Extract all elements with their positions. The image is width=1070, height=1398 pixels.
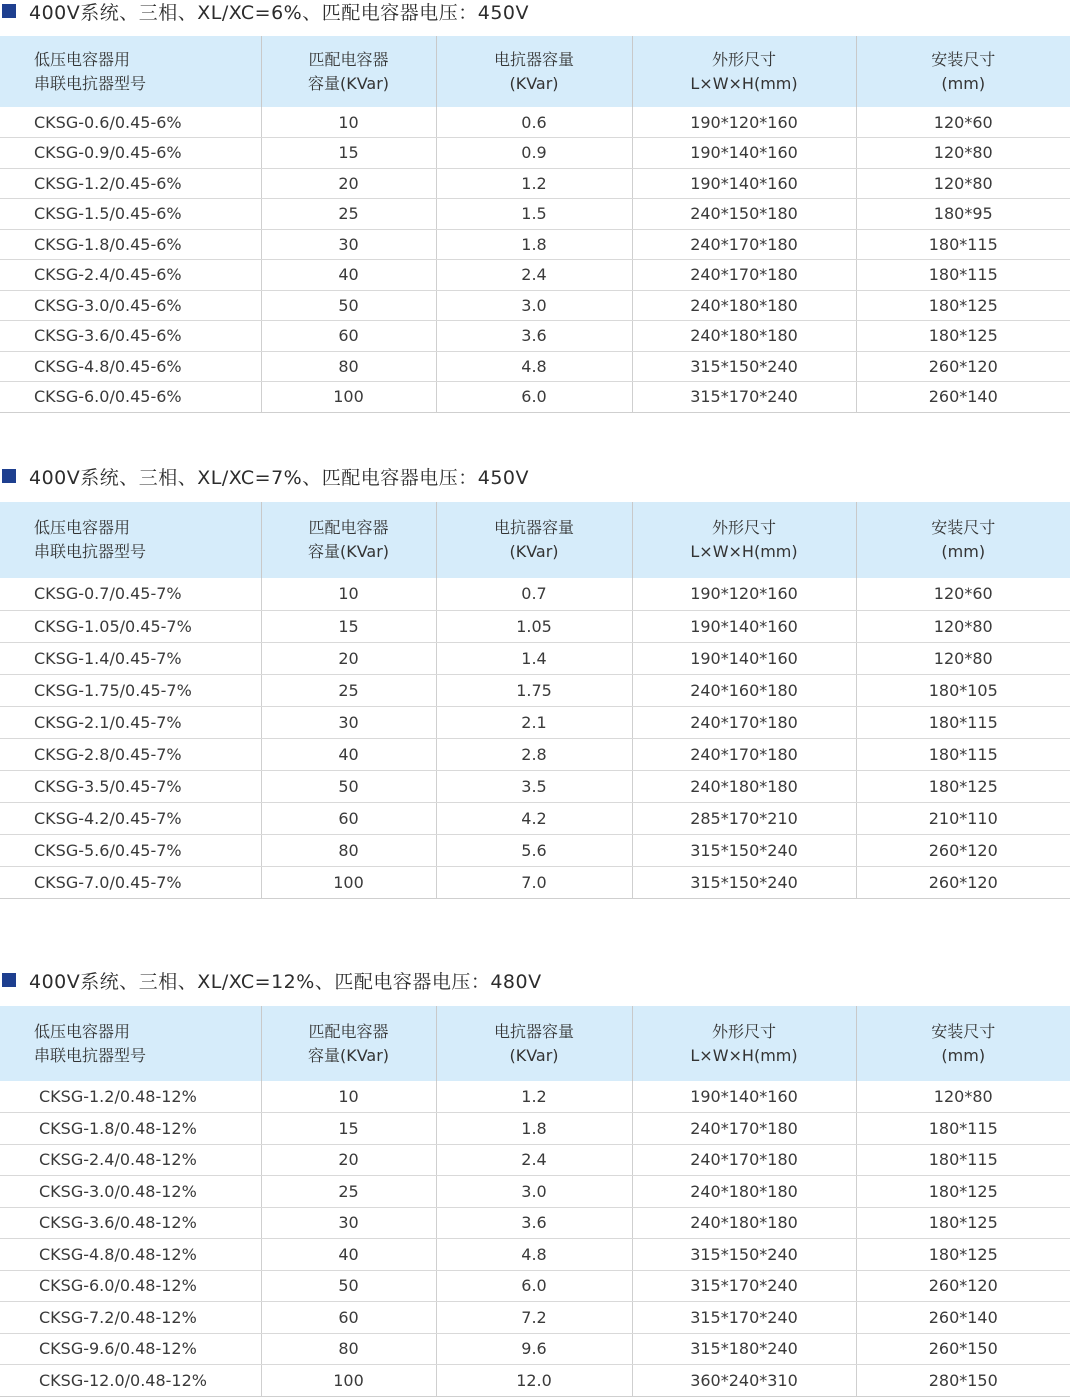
cell-dimensions: 240*170*180	[632, 229, 856, 260]
cell-model: CKSG-1.05/0.45-7%	[0, 610, 261, 642]
cell-mount-size: 180*125	[856, 1176, 1070, 1208]
cell-model: CKSG-7.2/0.48-12%	[0, 1302, 261, 1334]
table-row	[0, 642, 1070, 674]
cell-model: CKSG-2.8/0.45-7%	[0, 738, 261, 770]
cell-model: CKSG-2.4/0.45-6%	[0, 260, 261, 291]
cell-dimensions: 240*180*180	[632, 1207, 856, 1239]
cell-reactor-kvar: 4.2	[436, 802, 632, 834]
cell-capacitor-kvar: 100	[261, 1365, 436, 1397]
table-header-row	[0, 36, 1070, 107]
cell-dimensions: 190*140*160	[632, 1081, 856, 1113]
cell-mount-size: 120*80	[856, 642, 1070, 674]
cell-mount-size: 180*115	[856, 738, 1070, 770]
section-title-bar	[0, 462, 1070, 490]
cell-capacitor-kvar: 80	[261, 351, 436, 382]
cell-capacitor-kvar: 20	[261, 642, 436, 674]
cell-dimensions: 240*170*180	[632, 1144, 856, 1176]
cell-mount-size: 120*60	[856, 578, 1070, 610]
table-row	[0, 382, 1070, 413]
cell-mount-size: 120*60	[856, 107, 1070, 138]
cell-mount-size: 180*125	[856, 290, 1070, 321]
cell-dimensions: 190*120*160	[632, 578, 856, 610]
cell-capacitor-kvar: 40	[261, 738, 436, 770]
header-capacitor: 匹配电容器 容量(KVar)	[261, 36, 436, 107]
cell-capacitor-kvar: 10	[261, 1081, 436, 1113]
cell-dimensions: 240*150*180	[632, 199, 856, 230]
cell-model: CKSG-1.8/0.45-6%	[0, 229, 261, 260]
cell-model: CKSG-1.2/0.45-6%	[0, 168, 261, 199]
section-title: 400V系统、三相、XL/XC=6%、匹配电容器电压：450V	[29, 1, 529, 24]
cell-dimensions: 240*170*180	[632, 706, 856, 738]
header-dims: 外形尺寸 L×W×H(mm)	[632, 1006, 856, 1081]
cell-mount-size: 260*150	[856, 1333, 1070, 1365]
cell-dimensions: 240*180*180	[632, 321, 856, 352]
cell-dimensions: 315*170*240	[632, 1270, 856, 1302]
cell-mount-size: 180*125	[856, 1239, 1070, 1271]
cell-model: CKSG-2.4/0.48-12%	[0, 1144, 261, 1176]
cell-dimensions: 315*150*240	[632, 1239, 856, 1271]
table-row	[0, 1176, 1070, 1208]
bullet-square-icon	[2, 4, 16, 18]
cell-capacitor-kvar: 40	[261, 1239, 436, 1271]
spec-table	[0, 502, 1070, 899]
cell-model: CKSG-7.0/0.45-7%	[0, 866, 261, 898]
cell-model: CKSG-1.75/0.45-7%	[0, 674, 261, 706]
cell-capacitor-kvar: 80	[261, 1333, 436, 1365]
header-capacitor: 匹配电容器 容量(KVar)	[261, 502, 436, 578]
cell-reactor-kvar: 9.6	[436, 1333, 632, 1365]
cell-reactor-kvar: 0.6	[436, 107, 632, 138]
cell-dimensions: 190*140*160	[632, 168, 856, 199]
cell-capacitor-kvar: 30	[261, 706, 436, 738]
cell-reactor-kvar: 2.1	[436, 706, 632, 738]
cell-dimensions: 315*150*240	[632, 834, 856, 866]
cell-reactor-kvar: 12.0	[436, 1365, 632, 1397]
header-mount: 安装尺寸 (mm)	[856, 36, 1070, 107]
cell-capacitor-kvar: 50	[261, 770, 436, 802]
table-row	[0, 107, 1070, 138]
cell-reactor-kvar: 1.75	[436, 674, 632, 706]
cell-mount-size: 180*125	[856, 770, 1070, 802]
cell-model: CKSG-1.8/0.48-12%	[0, 1113, 261, 1145]
table-row	[0, 866, 1070, 898]
cell-dimensions: 190*120*160	[632, 107, 856, 138]
cell-reactor-kvar: 3.0	[436, 290, 632, 321]
cell-model: CKSG-3.0/0.45-6%	[0, 290, 261, 321]
table-row	[0, 1207, 1070, 1239]
cell-model: CKSG-3.6/0.48-12%	[0, 1207, 261, 1239]
cell-reactor-kvar: 5.6	[436, 834, 632, 866]
cell-reactor-kvar: 3.6	[436, 1207, 632, 1239]
cell-reactor-kvar: 2.4	[436, 1144, 632, 1176]
table-row	[0, 1333, 1070, 1365]
cell-capacitor-kvar: 100	[261, 382, 436, 413]
cell-model: CKSG-1.5/0.45-6%	[0, 199, 261, 230]
cell-capacitor-kvar: 20	[261, 1144, 436, 1176]
cell-mount-size: 180*125	[856, 1207, 1070, 1239]
cell-reactor-kvar: 4.8	[436, 351, 632, 382]
cell-reactor-kvar: 6.0	[436, 1270, 632, 1302]
cell-reactor-kvar: 1.2	[436, 168, 632, 199]
table-row	[0, 1144, 1070, 1176]
cell-reactor-kvar: 4.8	[436, 1239, 632, 1271]
cell-model: CKSG-4.8/0.48-12%	[0, 1239, 261, 1271]
cell-model: CKSG-1.2/0.48-12%	[0, 1081, 261, 1113]
cell-model: CKSG-4.8/0.45-6%	[0, 351, 261, 382]
cell-dimensions: 315*180*240	[632, 1333, 856, 1365]
cell-reactor-kvar: 7.2	[436, 1302, 632, 1334]
bullet-square-icon	[2, 469, 16, 483]
header-capacitor: 匹配电容器 容量(KVar)	[261, 1006, 436, 1081]
section-title-bar	[0, 0, 1070, 25]
cell-capacitor-kvar: 25	[261, 1176, 436, 1208]
cell-model: CKSG-0.7/0.45-7%	[0, 578, 261, 610]
cell-mount-size: 280*150	[856, 1365, 1070, 1397]
table-row	[0, 578, 1070, 610]
section-title-bar	[0, 966, 1070, 994]
header-reactor: 电抗器容量 (KVar)	[436, 1006, 632, 1081]
cell-capacitor-kvar: 60	[261, 1302, 436, 1334]
cell-reactor-kvar: 1.8	[436, 1113, 632, 1145]
cell-mount-size: 180*115	[856, 1113, 1070, 1145]
cell-model: CKSG-0.9/0.45-6%	[0, 138, 261, 169]
cell-dimensions: 315*170*240	[632, 1302, 856, 1334]
cell-capacitor-kvar: 60	[261, 802, 436, 834]
header-reactor: 电抗器容量 (KVar)	[436, 36, 632, 107]
table-row	[0, 199, 1070, 230]
cell-model: CKSG-2.1/0.45-7%	[0, 706, 261, 738]
table-row	[0, 351, 1070, 382]
cell-mount-size: 120*80	[856, 168, 1070, 199]
cell-dimensions: 240*170*180	[632, 1113, 856, 1145]
cell-capacitor-kvar: 50	[261, 1270, 436, 1302]
cell-mount-size: 120*80	[856, 138, 1070, 169]
cell-mount-size: 260*140	[856, 382, 1070, 413]
table-row	[0, 1113, 1070, 1145]
cell-mount-size: 120*80	[856, 1081, 1070, 1113]
cell-reactor-kvar: 2.4	[436, 260, 632, 291]
cell-capacitor-kvar: 30	[261, 1207, 436, 1239]
cell-reactor-kvar: 1.5	[436, 199, 632, 230]
section-title: 400V系统、三相、XL/XC=12%、匹配电容器电压：480V	[29, 970, 542, 993]
cell-dimensions: 315*150*240	[632, 351, 856, 382]
cell-capacitor-kvar: 15	[261, 138, 436, 169]
header-model: 低压电容器用 串联电抗器型号	[34, 1021, 147, 1065]
header-mount: 安装尺寸 (mm)	[856, 502, 1070, 578]
cell-mount-size: 260*120	[856, 1270, 1070, 1302]
header-model: 低压电容器用 串联电抗器型号	[34, 518, 147, 561]
table-row	[0, 260, 1070, 291]
cell-mount-size: 260*140	[856, 1302, 1070, 1334]
cell-capacitor-kvar: 30	[261, 229, 436, 260]
table-row	[0, 834, 1070, 866]
table-header-row	[0, 502, 1070, 578]
cell-reactor-kvar: 1.8	[436, 229, 632, 260]
cell-reactor-kvar: 3.5	[436, 770, 632, 802]
spec-table	[0, 1006, 1070, 1397]
bullet-square-icon	[2, 973, 16, 987]
header-dims: 外形尺寸 L×W×H(mm)	[632, 36, 856, 107]
cell-mount-size: 260*120	[856, 351, 1070, 382]
header-dims: 外形尺寸 L×W×H(mm)	[632, 502, 856, 578]
cell-capacitor-kvar: 40	[261, 260, 436, 291]
cell-mount-size: 180*105	[856, 674, 1070, 706]
table-row	[0, 706, 1070, 738]
table-row	[0, 138, 1070, 169]
cell-reactor-kvar: 3.0	[436, 1176, 632, 1208]
cell-mount-size: 180*115	[856, 706, 1070, 738]
cell-capacitor-kvar: 25	[261, 674, 436, 706]
table-row	[0, 290, 1070, 321]
cell-mount-size: 180*125	[856, 321, 1070, 352]
header-model: 低压电容器用 串联电抗器型号	[34, 49, 147, 93]
cell-mount-size: 210*110	[856, 802, 1070, 834]
table-row	[0, 1081, 1070, 1113]
cell-dimensions: 240*180*180	[632, 290, 856, 321]
cell-reactor-kvar: 1.2	[436, 1081, 632, 1113]
table-row	[0, 1365, 1070, 1397]
cell-reactor-kvar: 7.0	[436, 866, 632, 898]
cell-model: CKSG-0.6/0.45-6%	[0, 107, 261, 138]
table-row	[0, 168, 1070, 199]
cell-model: CKSG-6.0/0.45-6%	[0, 382, 261, 413]
cell-reactor-kvar: 3.6	[436, 321, 632, 352]
cell-reactor-kvar: 1.05	[436, 610, 632, 642]
cell-reactor-kvar: 2.8	[436, 738, 632, 770]
cell-model: CKSG-1.4/0.45-7%	[0, 642, 261, 674]
table-row	[0, 770, 1070, 802]
cell-model: CKSG-12.0/0.48-12%	[0, 1365, 261, 1397]
cell-dimensions: 240*160*180	[632, 674, 856, 706]
cell-capacitor-kvar: 15	[261, 1113, 436, 1145]
cell-model: CKSG-9.6/0.48-12%	[0, 1333, 261, 1365]
cell-dimensions: 315*170*240	[632, 382, 856, 413]
cell-capacitor-kvar: 80	[261, 834, 436, 866]
cell-model: CKSG-5.6/0.45-7%	[0, 834, 261, 866]
table-row	[0, 1239, 1070, 1271]
cell-dimensions: 240*170*180	[632, 260, 856, 291]
table-row	[0, 1270, 1070, 1302]
section-title: 400V系统、三相、XL/XC=7%、匹配电容器电压：450V	[29, 466, 529, 489]
cell-dimensions: 190*140*160	[632, 610, 856, 642]
header-reactor: 电抗器容量 (KVar)	[436, 502, 632, 578]
cell-capacitor-kvar: 25	[261, 199, 436, 230]
cell-dimensions: 190*140*160	[632, 138, 856, 169]
spec-table	[0, 36, 1070, 413]
cell-dimensions: 315*150*240	[632, 866, 856, 898]
cell-dimensions: 285*170*210	[632, 802, 856, 834]
table-row	[0, 674, 1070, 706]
cell-mount-size: 260*120	[856, 834, 1070, 866]
cell-mount-size: 180*115	[856, 229, 1070, 260]
cell-mount-size: 180*115	[856, 260, 1070, 291]
cell-capacitor-kvar: 60	[261, 321, 436, 352]
cell-dimensions: 190*140*160	[632, 642, 856, 674]
cell-model: CKSG-3.5/0.45-7%	[0, 770, 261, 802]
cell-mount-size: 120*80	[856, 610, 1070, 642]
cell-reactor-kvar: 1.4	[436, 642, 632, 674]
cell-model: CKSG-3.6/0.45-6%	[0, 321, 261, 352]
table-row	[0, 610, 1070, 642]
table-row	[0, 229, 1070, 260]
table-header-row	[0, 1006, 1070, 1081]
cell-capacitor-kvar: 15	[261, 610, 436, 642]
cell-model: CKSG-3.0/0.48-12%	[0, 1176, 261, 1208]
cell-dimensions: 240*180*180	[632, 1176, 856, 1208]
cell-capacitor-kvar: 100	[261, 866, 436, 898]
cell-mount-size: 260*120	[856, 866, 1070, 898]
cell-model: CKSG-4.2/0.45-7%	[0, 802, 261, 834]
cell-capacitor-kvar: 10	[261, 107, 436, 138]
table-row	[0, 1302, 1070, 1334]
table-row	[0, 321, 1070, 352]
table-row	[0, 802, 1070, 834]
cell-dimensions: 360*240*310	[632, 1365, 856, 1397]
header-mount: 安装尺寸 (mm)	[856, 1006, 1070, 1081]
cell-capacitor-kvar: 20	[261, 168, 436, 199]
table-row	[0, 738, 1070, 770]
cell-reactor-kvar: 0.7	[436, 578, 632, 610]
cell-reactor-kvar: 0.9	[436, 138, 632, 169]
cell-capacitor-kvar: 50	[261, 290, 436, 321]
cell-model: CKSG-6.0/0.48-12%	[0, 1270, 261, 1302]
cell-mount-size: 180*95	[856, 199, 1070, 230]
cell-dimensions: 240*180*180	[632, 770, 856, 802]
cell-dimensions: 240*170*180	[632, 738, 856, 770]
cell-capacitor-kvar: 10	[261, 578, 436, 610]
cell-reactor-kvar: 6.0	[436, 382, 632, 413]
cell-mount-size: 180*115	[856, 1144, 1070, 1176]
